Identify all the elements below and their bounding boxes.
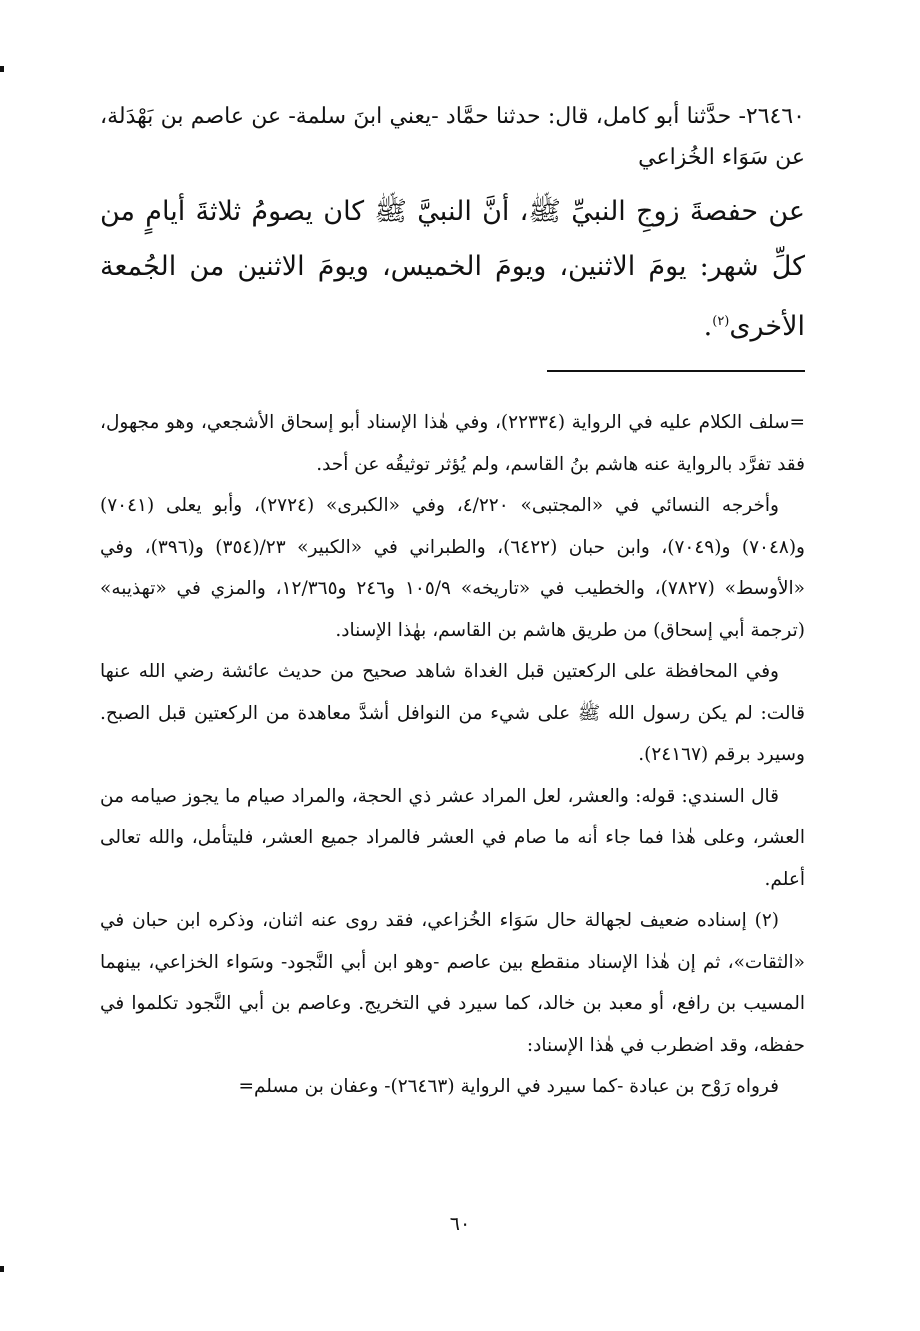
hadith-isnad: ٢٦٤٦٠- حدَّثنا أبو كامل، قال: حدثنا حمَّاد -يعني ابنَ سلمة- عن عاصم بن بَهْدَلة، عن سَوَاء الخُزاعي xyxy=(100,104,805,170)
footnote-continuation: =سلف الكلام عليه في الرواية (٢٢٣٣٤)، وفي هٰذا الإسناد أبو إسحاق الأشجعي، وهو مجهول، فقد تفرَّد بالرواية عنه هاشم بنُ القاسم، ولم يُؤثر توثيقُه عن أحد. xyxy=(100,412,806,475)
footnote-paragraph-shahid: وفي المحافظة على الركعتين قبل الغداة شاهد صحيح من حديث عائشة رضي الله عنها قالت: لم يكن رسول الله ﷺ على شيء من النوافل أشدَّ معاهدة من الركعتين قبل الصبح. وسيرد برقم (٢٤١٦٧). xyxy=(100,661,805,765)
book-page xyxy=(100,96,805,1108)
footnote-separator-rule xyxy=(547,370,805,372)
hadith-matn xyxy=(100,184,805,354)
page-edge-mark-top xyxy=(0,66,4,72)
hadith-matn-text: عن حفصةَ زوجِ النبيِّ ﷺ، أنَّ النبيَّ ﷺ كان يصومُ ثلاثةَ أيامٍ من كلِّ شهر: يومَ الاثنين، ويومَ الخميس، ويومَ الاثنين من الجُمعة الأخرى xyxy=(100,196,805,342)
footnote-2-continuation: فرواه رَوْح بن عبادة -كما سيرد في الرواية (٢٦٤٦٣)- وعفان بن مسلم= xyxy=(238,1076,779,1097)
footnotes-section xyxy=(100,402,805,1108)
page-edge-mark-bottom xyxy=(0,1266,4,1272)
page-number: ٦٠ xyxy=(449,1213,471,1235)
footnote-2: (٢) إسناده ضعيف لجهالة حال سَوَاء الخُزاعي، فقد روى عنه اثنان، وذكره ابن حبان في «الثقات»، ثم إن هٰذا الإسناد منقطع بين عاصم -وهو ابن أبي النَّجود- وسَواء الخزاعي، بينهما المسيب بن رافع، أو معبد بن خالد، كما سيرد في التخريج. وعاصم بن أبي النَّجود تكلموا في حفظه، وقد اضطرب في هٰذا الإسناد: xyxy=(100,910,805,1056)
footnote-reference: (٢) xyxy=(712,314,730,329)
hadith-matn-end: . xyxy=(703,311,713,342)
footnote-paragraph-takhrij: وأخرجه النسائي في «المجتبى» ٤/٢٢٠، وفي «الكبرى» (٢٧٢٤)، وأبو يعلى (٧٠٤١) و(٧٠٤٨) و(٧٠٤٩)، وابن حبان (٦٤٢٢)، والطبراني في «الكبير» ٢٣/(٣٥٤) و(٣٩٦)، وفي «الأوسط» (٧٨٢٧)، والخطيب في «تاريخه» ١٠٥/٩ و٢٤٦ و١٢/٣٦٥، والمزي في «تهذيبه» (ترجمة أبي إسحاق) من طريق هاشم بن القاسم، بهٰذا الإسناد. xyxy=(100,495,805,641)
footnote-paragraph-sindi: قال السندي: قوله: والعشر، لعل المراد عشر ذي الحجة، والمراد صيام ما يجوز صيامه من العشر، وعلى هٰذا فما جاء أنه ما صام في العشر فالمراد جميع العشر، فليتأمل، والله تعالى أعلم. xyxy=(100,785,805,890)
